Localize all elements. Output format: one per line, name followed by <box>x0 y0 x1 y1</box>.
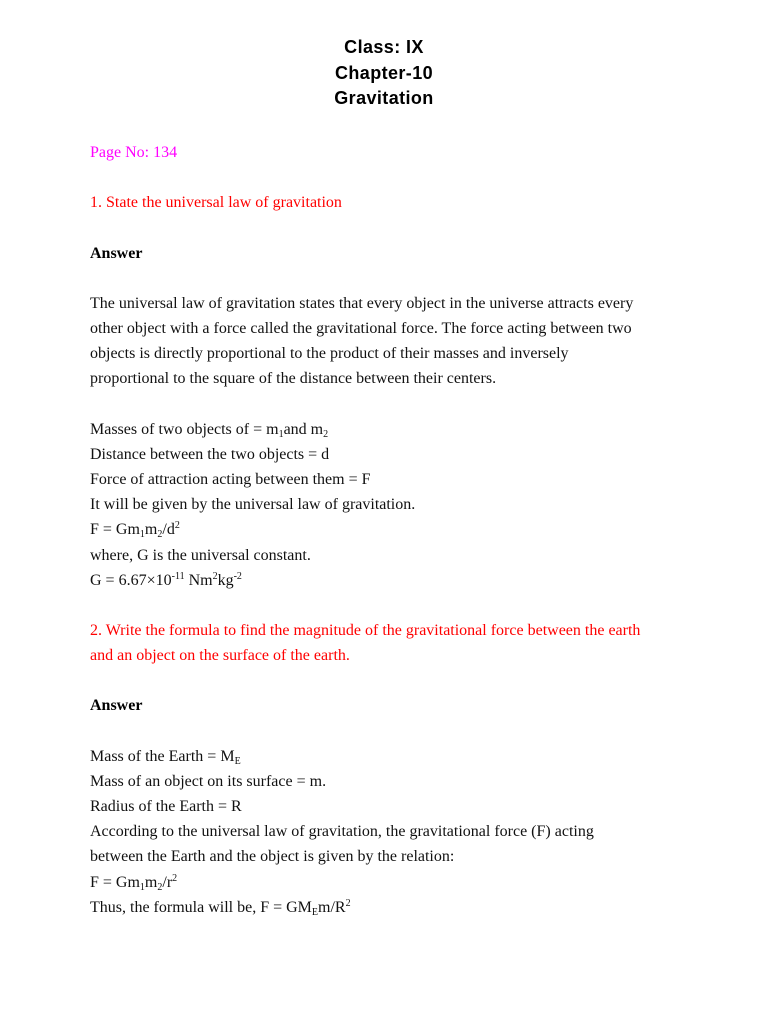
text-segment: Mass of the Earth = M <box>90 747 235 765</box>
subscript: 2 <box>323 428 329 440</box>
paragraph-line: proportional to the square of the distance between their centers. <box>90 370 497 388</box>
document-header <box>0 35 768 112</box>
constant-value-line <box>90 568 730 593</box>
formula-line <box>90 870 730 895</box>
paragraph-line: other object with a force called the gravitational force. The force acting between two <box>90 320 632 338</box>
text-segment: F = Gm <box>90 873 140 891</box>
text-segment: G = 6.67×10 <box>90 571 172 589</box>
subscript: 1 <box>278 428 284 440</box>
answer-1-paragraph <box>90 291 730 392</box>
constant-description-line: where, G is the universal constant. <box>90 546 311 564</box>
question-2-line: and an object on the surface of the earth. <box>90 647 350 665</box>
subscript: 2 <box>157 529 163 541</box>
earth-mass-line <box>90 744 730 769</box>
page-number: Page No: 134 <box>90 144 178 161</box>
text-segment: Nm <box>184 571 213 589</box>
text-segment: F = Gm <box>90 521 140 539</box>
law-statement-line: It will be given by the universal law of gravitation. <box>90 496 416 514</box>
earth-radius-line: Radius of the Earth = R <box>90 798 242 816</box>
text-segment: Thus, the formula will be, F = GM <box>90 898 312 916</box>
text-segment: m <box>144 873 158 891</box>
subscript: 2 <box>157 881 163 893</box>
subscript: 1 <box>139 529 145 541</box>
superscript: 2 <box>212 570 218 582</box>
answer-1-details <box>90 417 730 593</box>
chapter-label: Chapter-10 <box>334 62 434 83</box>
chapter-title: Gravitation <box>334 88 434 108</box>
superscript: -11 <box>171 570 185 582</box>
question-2 <box>90 618 730 668</box>
explanation-line: According to the universal law of gravitation, the gravitational force (F) acting <box>90 823 594 841</box>
superscript: 2 <box>174 520 180 532</box>
superscript: 2 <box>172 872 178 884</box>
class-label: Class: IX <box>344 37 424 57</box>
force-line: Force of attraction acting between them = F <box>90 471 371 489</box>
text-segment: m <box>144 521 158 539</box>
subscript: E <box>311 906 318 918</box>
paragraph-line: objects is directly proportional to the product of their masses and inversely <box>90 345 569 363</box>
formula-line <box>90 517 730 542</box>
object-mass-line: Mass of an object on its surface = m. <box>90 772 327 790</box>
masses-line <box>90 417 730 442</box>
question-2-line: 2. Write the formula to find the magnitude of the gravitational force between the earth <box>90 621 641 639</box>
explanation-line: between the Earth and the object is given by the relation: <box>90 848 455 866</box>
question-1: 1. State the universal law of gravitation <box>90 194 342 212</box>
text-segment: and m <box>283 420 324 438</box>
text-segment: /r <box>162 873 173 891</box>
superscript: -2 <box>233 570 242 582</box>
answer-2-label: Answer <box>90 697 143 715</box>
subscript: E <box>234 755 241 767</box>
document-body <box>90 140 730 945</box>
text-segment: kg <box>217 571 234 589</box>
paragraph-line: The universal law of gravitation states that every object in the universe attracts every <box>90 294 634 312</box>
distance-line: Distance between the two objects = d <box>90 445 330 463</box>
text-segment: m/R <box>318 898 346 916</box>
text-segment: Masses of two objects of = m <box>90 420 279 438</box>
final-formula-line <box>90 895 730 920</box>
answer-2-details <box>90 744 730 920</box>
answer-1-label: Answer <box>90 244 143 262</box>
subscript: 1 <box>139 881 145 893</box>
superscript: 2 <box>345 897 351 909</box>
text-segment: /d <box>162 521 175 539</box>
